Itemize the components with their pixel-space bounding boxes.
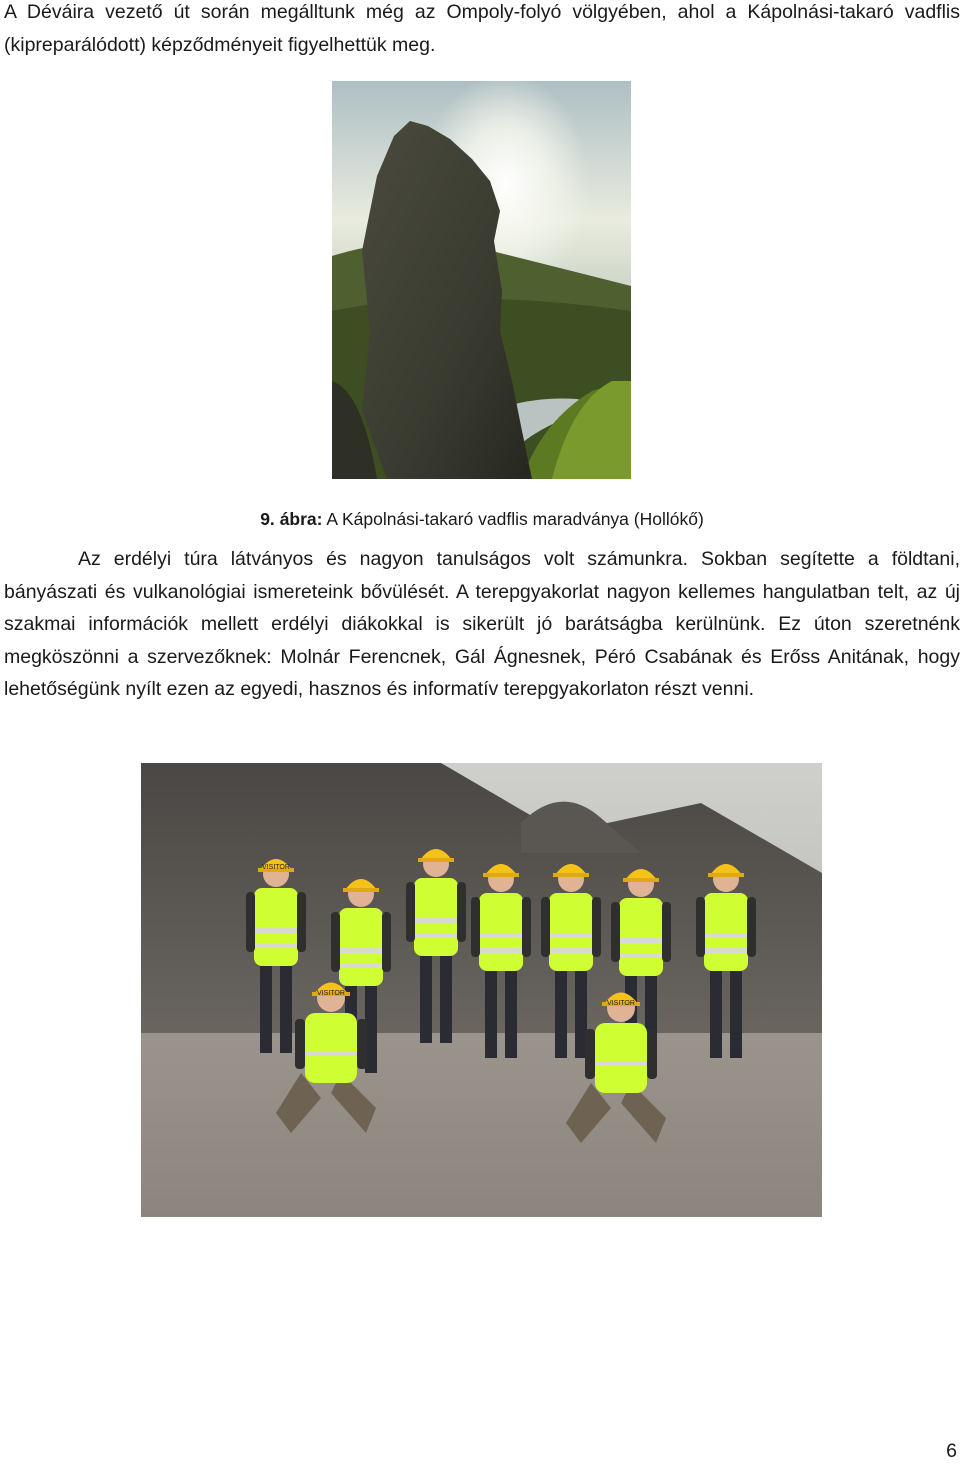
- helmet-label: VISITOR: [317, 990, 345, 997]
- figure-caption: [0, 506, 960, 532]
- figure-caption-text: A Kápolnási-takaró vadflis maradványa (Hollókő): [326, 509, 704, 529]
- group-photo: [141, 763, 822, 1217]
- figure-number: 9.: [260, 509, 275, 529]
- figure-label: ábra:: [279, 509, 323, 529]
- helmet-label: VISITOR: [262, 864, 290, 871]
- main-paragraph: Az erdélyi túra látványos és nagyon tanulságos volt számunkra. Sokban segítette a földtani, bányászati és vulkanológiai ismereteink bővülését. A terepgyakorlat nagyon kellemes hangulatban telt, az új szakmai információk mellett erdélyi diákokkal is sikerült jó barátságba kerülnünk. Ez úton szeretnénk megköszönni a szervezőknek: Molnár Ferencnek, Gál Ágnesnek, Péró Csabának és Erőss Anitának, hogy lehetőségünk nyílt ezen az egyedi, hasznos és informatív terepgyakorlaton részt venni.: [4, 548, 960, 700]
- intro-paragraph: A Déváira vezető út során megálltunk még az Ompoly-folyó völgyében, ahol a Kápolnási-takaró vadflis (kipreparálódott) képződményeit figyelhettük meg.: [4, 1, 960, 56]
- helmet-label: VISITOR: [607, 1000, 635, 1007]
- rock-formation-photo: [332, 81, 631, 479]
- page-number: 6: [946, 1440, 957, 1462]
